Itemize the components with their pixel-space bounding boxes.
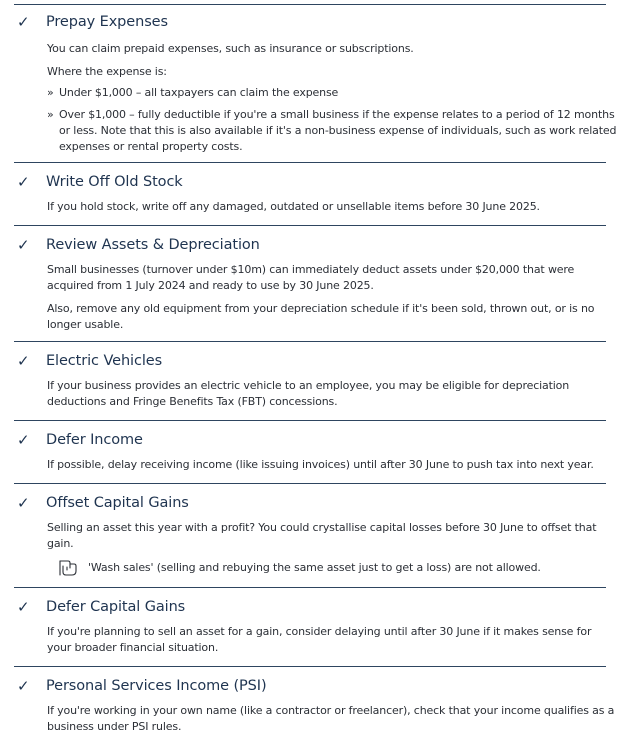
bullet-marker: »: [47, 108, 54, 121]
paragraph: If you hold stock, write off any damaged, outdated or unsellable items before 30 June 2025.: [47, 200, 540, 213]
section-title: Electric Vehicles: [46, 353, 163, 369]
checkmark-icon: ✓: [17, 13, 30, 31]
section-defer-income: [14, 420, 606, 483]
section-write-off-old-stock: [14, 162, 606, 225]
paragraph: Small businesses (turnover under $10m) can immediately deduct assets under $20,000 that were: [47, 263, 575, 276]
bullet-text: Under $1,000 – all taxpayers can claim the expense: [59, 86, 339, 99]
section-header: [14, 430, 606, 450]
section-title: Review Assets & Depreciation: [46, 237, 260, 253]
section-header: [14, 12, 606, 32]
paragraph: If your business provides an electric vehicle to an employee, you may be eligible for depreciation: [47, 379, 570, 392]
section-title: Defer Income: [46, 432, 143, 448]
paragraph: acquired from 1 July 2024 and ready to use by 30 June 2025.: [47, 279, 374, 292]
paragraph: longer usable.: [47, 318, 124, 331]
section-title: Personal Services Income (PSI): [46, 678, 267, 694]
paragraph: If you're working in your own name (like a contractor or freelancer), check that your income qualifies as a: [47, 704, 615, 717]
checkmark-icon: ✓: [17, 173, 30, 191]
section-title: Defer Capital Gains: [46, 599, 186, 615]
section-title: Offset Capital Gains: [46, 495, 189, 511]
checkmark-icon: ✓: [17, 431, 30, 449]
checkmark-icon: ✓: [17, 677, 30, 695]
checkmark-icon: ✓: [17, 236, 30, 254]
pointing-hand-icon: [58, 557, 78, 577]
bullet-text: or less. Note that this is also available if it's a non-business expense of individuals, such as work related: [59, 124, 617, 137]
checkmark-icon: ✓: [17, 598, 30, 616]
section-header: [14, 493, 606, 513]
bullet-text: Over $1,000 – fully deductible if you're a small business if the expense relates to a period of 12 months: [59, 108, 615, 121]
section-electric-vehicles: [14, 341, 606, 420]
paragraph: business under PSI rules.: [47, 720, 182, 733]
paragraph: You can claim prepaid expenses, such as insurance or subscriptions.: [47, 42, 414, 55]
section-header: [14, 235, 606, 255]
bullet-text: expenses or rental property costs.: [59, 140, 243, 153]
section-header: [14, 351, 606, 371]
paragraph: your broader financial situation.: [47, 641, 219, 654]
section-personal-services-income: [14, 666, 615, 746]
section-title: Prepay Expenses: [46, 14, 168, 30]
section-header: [14, 172, 606, 192]
checkmark-icon: ✓: [17, 352, 30, 370]
paragraph: gain.: [47, 537, 74, 550]
paragraph: Where the expense is:: [47, 65, 167, 78]
paragraph: If possible, delay receiving income (like issuing invoices) until after 30 June to push tax into next year.: [47, 458, 594, 471]
note-text: 'Wash sales' (selling and rebuying the same asset just to get a loss) are not allowed.: [88, 561, 541, 574]
paragraph: If you're planning to sell an asset for a gain, consider delaying until after 30 June if it makes sense for: [47, 625, 592, 638]
section-header: [14, 597, 606, 617]
section-header: [14, 676, 606, 696]
section-title: Write Off Old Stock: [46, 174, 183, 190]
section-review-assets: [14, 225, 606, 341]
bullet-marker: »: [47, 86, 54, 99]
paragraph: Also, remove any old equipment from your depreciation schedule if it's been sold, thrown out, or is no: [47, 302, 595, 315]
paragraph: Selling an asset this year with a profit? You could crystallise capital losses before 30 June to offset that: [47, 521, 597, 534]
section-prepay-expenses: [14, 4, 617, 162]
paragraph: deductions and Fringe Benefits Tax (FBT) concessions.: [47, 395, 338, 408]
section-offset-capital-gains: [14, 483, 606, 587]
section-defer-capital-gains: [14, 587, 606, 666]
checkmark-icon: ✓: [17, 494, 30, 512]
